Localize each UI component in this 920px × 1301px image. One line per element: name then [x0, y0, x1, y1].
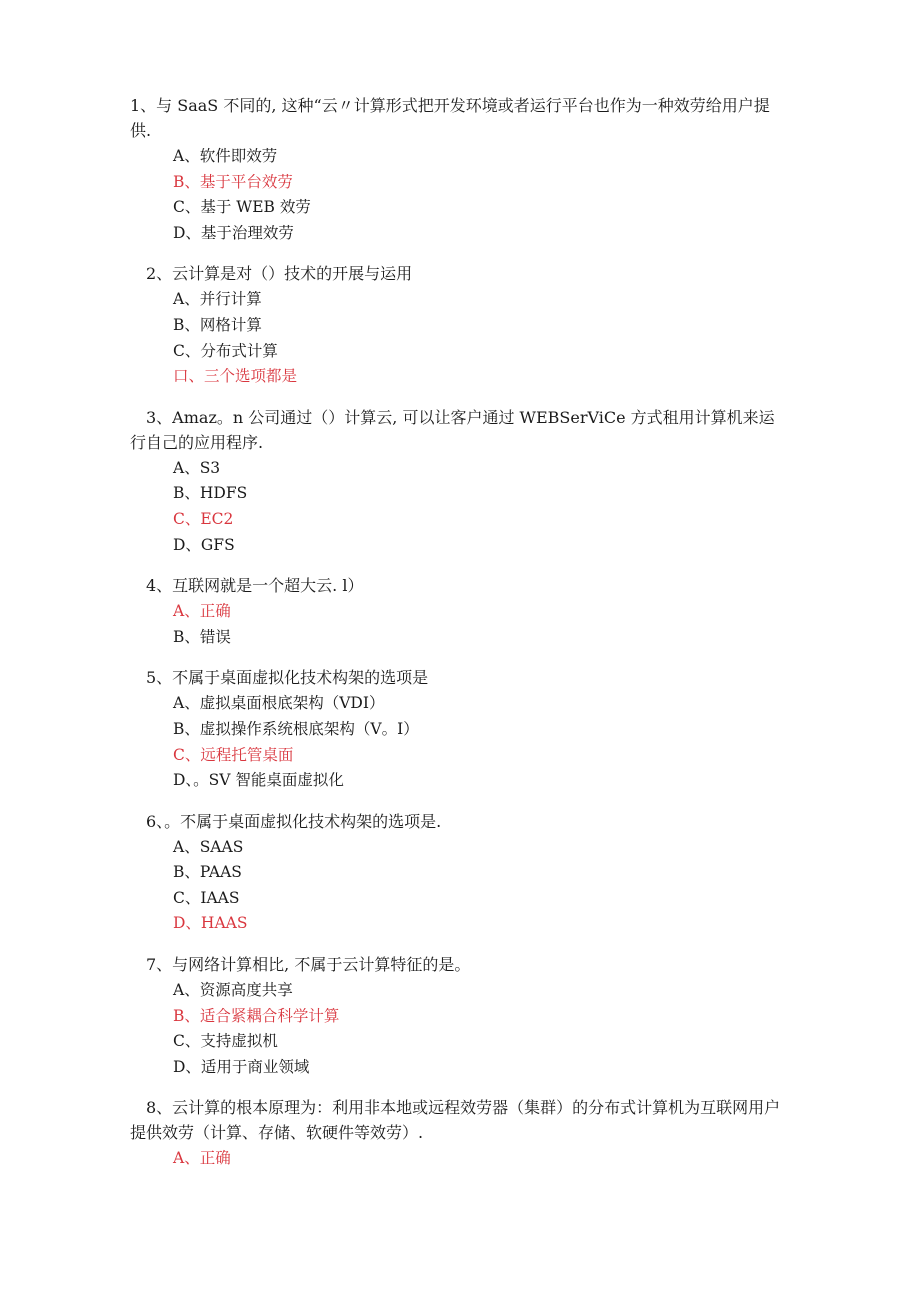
answer-option: B、网格计算 [173, 315, 262, 334]
question-3 [130, 405, 790, 558]
question-stem: 1、与 SaaS 不同的, 这种“云〃计算形式把开发环境或者运行平台也作为一种效劳给用户提供. [130, 96, 770, 140]
question-stem: 3、Amaz。n 公司通过（）计算云, 可以让客户通过 WEBSerViCe 方式租用计算机来运行自己的应用程序. [130, 407, 775, 452]
option-list [130, 691, 790, 793]
answer-option: A、软件即效劳 [173, 147, 278, 165]
question-6 [130, 809, 790, 937]
answer-option-correct: B、适合紧耦合科学计算 [173, 1006, 340, 1025]
answer-option: D、GFS [173, 535, 235, 554]
answer-option: A、S3 [173, 458, 221, 477]
option-list [130, 1146, 790, 1172]
question-8 [130, 1095, 790, 1172]
answer-option: B、虚拟操作系统根底架构（V。I） [173, 719, 419, 738]
question-4 [130, 573, 790, 650]
answer-option-correct: D、HAAS [173, 914, 248, 933]
answer-option: D、适用于商业领域 [173, 1057, 310, 1076]
answer-option-correct: C、远程托管桌面 [173, 745, 294, 764]
question-stem: 8、云计算的根本原理为：利用非本地或远程效劳器（集群）的分布式计算机为互联网用户提供效劳（计算、存储、软硬件等效劳）. [130, 1098, 781, 1143]
answer-option: C、IAAS [173, 888, 240, 907]
answer-option: A、并行计算 [173, 290, 262, 309]
answer-option: B、HDFS [173, 484, 248, 503]
answer-option: B、错误 [173, 627, 231, 646]
answer-option-correct: C、EC2 [173, 509, 234, 528]
answer-option: A、SAAS [173, 837, 244, 856]
option-list [130, 456, 790, 558]
question-stem: 6、。不属于桌面虚拟化技术构架的选项是. [146, 811, 442, 831]
option-list [130, 144, 790, 246]
answer-option: D、。SV 智能桌面虚拟化 [173, 771, 344, 790]
answer-option: A、虚拟桌面根底架构（VDI） [173, 694, 385, 713]
answer-option: C、分布式计算 [173, 341, 278, 360]
answer-option: C、基于 WEB 效劳 [173, 198, 311, 217]
question-2 [130, 261, 790, 389]
answer-option: A、资源高度共享 [173, 981, 293, 1000]
answer-option-correct: A、正确 [173, 1149, 231, 1168]
option-list [130, 599, 790, 650]
question-1 [130, 93, 790, 246]
answer-option: D、基于治理效劳 [173, 223, 294, 242]
question-7 [130, 952, 790, 1080]
option-list [130, 287, 790, 389]
option-list [130, 978, 790, 1080]
question-stem: 5、不属于桌面虚拟化技术构架的选项是 [146, 668, 429, 688]
answer-option-correct: A、正确 [173, 602, 231, 621]
question-stem: 4、互联网就是一个超大云. l） [146, 576, 364, 596]
question-stem: 7、与网络计算相比, 不属于云计算特征的是。 [146, 955, 471, 975]
option-list [130, 835, 790, 937]
answer-option: C、支持虚拟机 [173, 1032, 278, 1051]
answer-option: B、PAAS [173, 863, 242, 882]
answer-option-correct: 口、三个选项都是 [173, 367, 298, 386]
question-5 [130, 665, 790, 793]
question-stem: 2、云计算是对（）技术的开展与运用 [146, 264, 413, 284]
answer-option-correct: B、基于平台效劳 [173, 172, 293, 191]
